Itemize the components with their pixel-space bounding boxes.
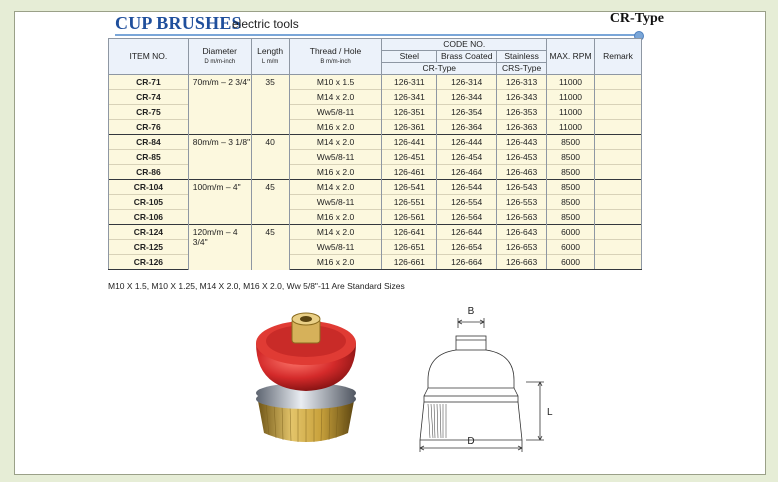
stainless-code: 126-443 [497, 135, 547, 150]
max-rpm: 8500 [547, 150, 595, 165]
remark-cell [594, 180, 641, 195]
steel-code: 126-361 [382, 120, 437, 135]
thread-cell: M14 x 2.0 [289, 135, 382, 150]
brass-code: 126-354 [437, 105, 497, 120]
stainless-code: 126-643 [497, 225, 547, 240]
stainless-code: 126-563 [497, 210, 547, 225]
brass-code: 126-464 [437, 165, 497, 180]
brass-code: 126-364 [437, 120, 497, 135]
max-rpm: 6000 [547, 255, 595, 270]
dimension-b-label: B [467, 306, 475, 317]
remark-cell [594, 75, 641, 90]
cup-brush-photo [246, 301, 366, 451]
item-no: CR-106 [109, 210, 189, 225]
col-header-cr-type: CR-Type [382, 63, 497, 75]
item-no: CR-75 [109, 105, 189, 120]
item-no: CR-105 [109, 195, 189, 210]
col-header-brass: Brass Coated [437, 51, 497, 63]
max-rpm: 6000 [547, 240, 595, 255]
steel-code: 126-551 [382, 195, 437, 210]
item-no: CR-74 [109, 90, 189, 105]
header-rule [115, 34, 637, 36]
length-cell: 45 [251, 180, 289, 225]
table-row [109, 135, 642, 150]
thread-cell: M16 x 2.0 [289, 210, 382, 225]
col-header-length [251, 39, 289, 75]
stainless-code: 126-543 [497, 180, 547, 195]
steel-code: 126-341 [382, 90, 437, 105]
max-rpm: 8500 [547, 195, 595, 210]
diameter-cell: 70m/m – 2 3/4" [188, 75, 251, 135]
remark-cell [594, 135, 641, 150]
steel-code: 126-661 [382, 255, 437, 270]
length-header-label: Length [257, 45, 284, 56]
dimension-diagram [400, 300, 570, 460]
brass-code: 126-444 [437, 135, 497, 150]
item-no: CR-86 [109, 165, 189, 180]
page-subtitle: electric tools [232, 17, 299, 31]
brass-code: 126-544 [437, 180, 497, 195]
thread-cell: M14 x 2.0 [289, 180, 382, 195]
type-label: CR-Type [609, 11, 664, 26]
item-no: CR-124 [109, 225, 189, 240]
thread-cell: M14 x 2.0 [289, 225, 382, 240]
diameter-header-label: Diameter [202, 45, 237, 56]
remark-cell [594, 240, 641, 255]
col-header-diameter [188, 39, 251, 75]
dimension-d-label: D [467, 436, 475, 447]
max-rpm: 11000 [547, 105, 595, 120]
brass-code: 126-564 [437, 210, 497, 225]
length-cell: 35 [251, 75, 289, 135]
max-rpm: 8500 [547, 210, 595, 225]
steel-code: 126-351 [382, 105, 437, 120]
col-header-crs-type: CRS-Type [497, 63, 547, 75]
remark-cell [594, 150, 641, 165]
stainless-code: 126-553 [497, 195, 547, 210]
diameter-cell: 120m/m – 4 3/4" [188, 225, 251, 270]
spec-table [108, 38, 642, 270]
brass-code: 126-664 [437, 255, 497, 270]
col-header-remark: Remark [594, 39, 641, 75]
max-rpm: 8500 [547, 165, 595, 180]
stainless-code: 126-653 [497, 240, 547, 255]
standard-sizes-note: M10 X 1.5, M10 X 1.25, M14 X 2.0, M16 X 2.0, Ww 5/8"-11 Are Standard Sizes [108, 281, 405, 291]
thread-cell: M16 x 2.0 [289, 120, 382, 135]
table-row [109, 180, 642, 195]
max-rpm: 11000 [547, 75, 595, 90]
remark-cell [594, 225, 641, 240]
item-no: CR-104 [109, 180, 189, 195]
brass-code: 126-554 [437, 195, 497, 210]
stainless-code: 126-313 [497, 75, 547, 90]
item-no: CR-85 [109, 150, 189, 165]
col-header-steel: Steel [382, 51, 437, 63]
thread-cell: Ww5/8-11 [289, 240, 382, 255]
brass-code: 126-644 [437, 225, 497, 240]
stainless-code: 126-353 [497, 105, 547, 120]
col-header-code-no: CODE NO. [382, 39, 547, 51]
item-no: CR-76 [109, 120, 189, 135]
thread-header-label: Thread / Hole [309, 45, 362, 56]
thread-cell: M10 x 1.5 [289, 75, 382, 90]
steel-code: 126-541 [382, 180, 437, 195]
length-cell: 45 [251, 225, 289, 270]
steel-code: 126-561 [382, 210, 437, 225]
length-cell: 40 [251, 135, 289, 180]
steel-code: 126-641 [382, 225, 437, 240]
col-header-stainless: Stainless [497, 51, 547, 63]
remark-cell [594, 120, 641, 135]
brass-code: 126-344 [437, 90, 497, 105]
thread-cell: M16 x 2.0 [289, 165, 382, 180]
remark-cell [594, 90, 641, 105]
steel-code: 126-451 [382, 150, 437, 165]
remark-cell [594, 105, 641, 120]
thread-header-unit: B m/m-inch [320, 58, 351, 65]
remark-cell [594, 165, 641, 180]
item-no: CR-84 [109, 135, 189, 150]
item-no: CR-71 [109, 75, 189, 90]
steel-code: 126-441 [382, 135, 437, 150]
remark-cell [594, 255, 641, 270]
diameter-cell: 80m/m – 3 1/8" [188, 135, 251, 180]
steel-code: 126-651 [382, 240, 437, 255]
remark-cell [594, 195, 641, 210]
table-row [109, 225, 642, 240]
max-rpm: 8500 [547, 180, 595, 195]
stainless-code: 126-463 [497, 165, 547, 180]
stainless-code: 126-453 [497, 150, 547, 165]
item-no: CR-125 [109, 240, 189, 255]
thread-cell: Ww5/8-11 [289, 150, 382, 165]
remark-cell [594, 210, 641, 225]
max-rpm: 11000 [547, 90, 595, 105]
thread-cell: Ww5/8-11 [289, 105, 382, 120]
table-row [109, 75, 642, 90]
steel-code: 126-461 [382, 165, 437, 180]
steel-code: 126-311 [382, 75, 437, 90]
stainless-code: 126-363 [497, 120, 547, 135]
dimension-l-label: L [547, 407, 553, 418]
thread-cell: M16 x 2.0 [289, 255, 382, 270]
col-header-thread [289, 39, 382, 75]
brass-code: 126-314 [437, 75, 497, 90]
diameter-header-unit: D m/m-inch [204, 58, 236, 65]
thread-cell: M14 x 2.0 [289, 90, 382, 105]
page-title: CUP BRUSHES [115, 13, 242, 33]
thread-cell: Ww5/8-11 [289, 195, 382, 210]
diameter-cell: 100m/m – 4" [188, 180, 251, 225]
brass-code: 126-654 [437, 240, 497, 255]
col-header-item-no: ITEM NO. [109, 39, 189, 75]
brass-code: 126-454 [437, 150, 497, 165]
max-rpm: 6000 [547, 225, 595, 240]
col-header-max-rpm: MAX. RPM [547, 39, 595, 75]
max-rpm: 8500 [547, 135, 595, 150]
max-rpm: 11000 [547, 120, 595, 135]
item-no: CR-126 [109, 255, 189, 270]
length-header-unit: L m/m [261, 58, 279, 65]
stainless-code: 126-663 [497, 255, 547, 270]
stainless-code: 126-343 [497, 90, 547, 105]
